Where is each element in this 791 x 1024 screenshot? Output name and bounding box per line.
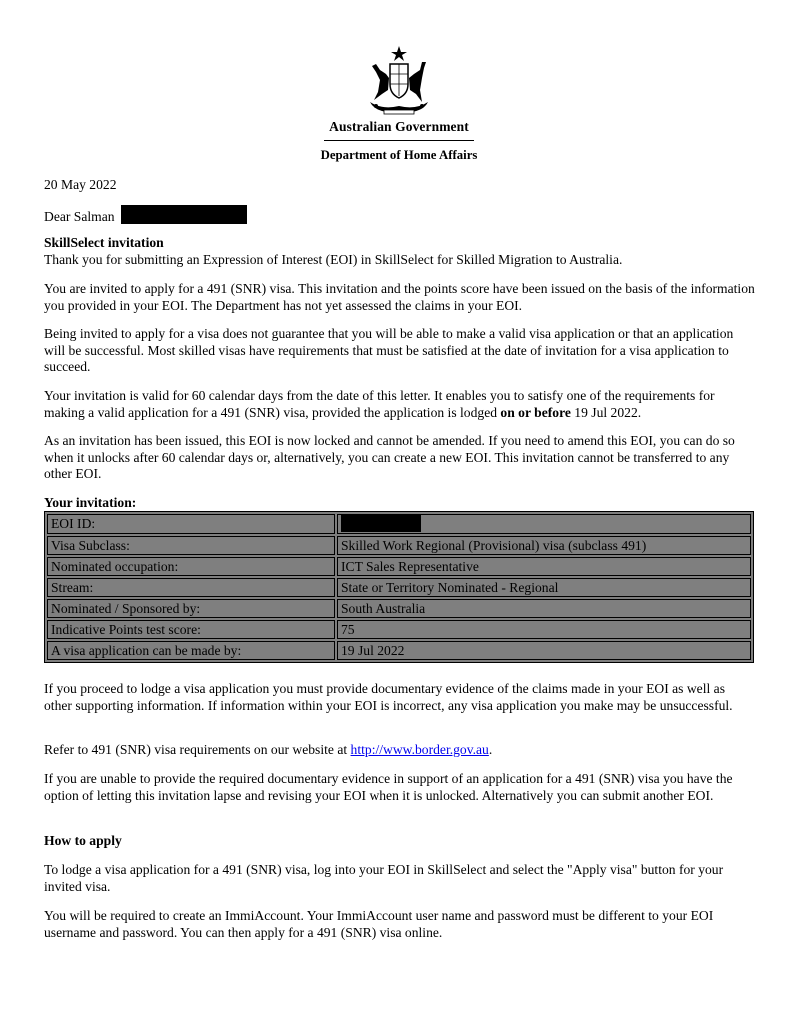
table-row bbox=[47, 641, 751, 660]
paragraph-immiaccount: You will be required to create an ImmiAccount. Your ImmiAccount user name and password must be different to your EOI username and password. You can then apply for a 491 (SNR) visa online. bbox=[44, 908, 714, 940]
table-label: A visa application can be made by: bbox=[47, 641, 335, 660]
table-value: South Australia bbox=[337, 599, 751, 618]
paragraph-lapse: If you are unable to provide the required documentary evidence in support of an application for a 491 (SNR) visa you have the option of letting this invitation lapse and revising your EOI when it is unlocked. Alternatively you can submit another EOI. bbox=[44, 771, 733, 803]
salutation bbox=[44, 205, 756, 226]
how-to-apply-heading: How to apply bbox=[44, 833, 122, 848]
table-label: EOI ID: bbox=[47, 514, 335, 534]
salutation-text: Dear Salman bbox=[44, 209, 115, 224]
table-value bbox=[337, 514, 751, 534]
paragraph-locked: As an invitation has been issued, this EOI is now locked and cannot be amended. If you need to amend this EOI, you can do so when it unlocks after 60 calendar days or, alternatively, you can create a new EOI. This invitation cannot be transferred to any other EOI. bbox=[44, 433, 735, 481]
validity-date: 19 Jul 2022. bbox=[570, 404, 642, 420]
table-row bbox=[47, 514, 751, 534]
paragraph-intro: Thank you for submitting an Expression of Interest (EOI) in SkillSelect for Skilled Migration to Australia. bbox=[44, 252, 623, 267]
table-row bbox=[47, 536, 751, 555]
border-website-link[interactable]: http://www.border.gov.au bbox=[350, 742, 489, 757]
table-label: Nominated / Sponsored by: bbox=[47, 599, 335, 618]
paragraph-validity bbox=[44, 388, 756, 421]
redacted-eoi-id bbox=[341, 515, 421, 532]
validity-text: Your invitation is valid for 60 calendar days from the date of this letter. It enables you to satisfy one of the requirements for making a valid application for a 491 (SNR) visa, provided the application is lodged bbox=[44, 388, 715, 420]
table-row bbox=[47, 578, 751, 597]
department-name: Department of Home Affairs bbox=[320, 147, 478, 162]
invitation-heading: SkillSelect invitation bbox=[44, 235, 164, 250]
paragraph-invited: You are invited to apply for a 491 (SNR) visa. This invitation and the points score have been issued on the basis of the information you provided in your EOI. The Department has not yet assessed the claims in your EOI. bbox=[44, 281, 755, 313]
paragraph-no-guarantee: Being invited to apply for a visa does not guarantee that you will be able to make a valid visa application or that an application will be successful. Most skilled visas have requirements that must be satisfied at the date of invitation for a visa application to succeed. bbox=[44, 326, 734, 374]
table-label: Indicative Points test score: bbox=[47, 620, 335, 639]
letterhead bbox=[318, 44, 480, 163]
table-label: Stream: bbox=[47, 578, 335, 597]
invitation-table bbox=[44, 511, 754, 663]
table-value: Skilled Work Regional (Provisional) visa (subclass 491) bbox=[337, 536, 751, 555]
table-value: 75 bbox=[337, 620, 751, 639]
table-row bbox=[47, 620, 751, 639]
table-value: ICT Sales Representative bbox=[337, 557, 751, 576]
table-label: Visa Subclass: bbox=[47, 536, 335, 555]
paragraph-lodge: To lodge a visa application for a 491 (SNR) visa, log into your EOI in SkillSelect and select the "Apply visa" button for your invited visa. bbox=[44, 862, 724, 894]
table-row bbox=[47, 599, 751, 618]
redacted-surname bbox=[121, 205, 247, 224]
letter-date: 20 May 2022 bbox=[44, 177, 117, 192]
header-divider bbox=[324, 140, 474, 141]
table-value: State or Territory Nominated - Regional bbox=[337, 578, 751, 597]
table-row bbox=[47, 557, 751, 576]
paragraph-evidence: If you proceed to lodge a visa application you must provide documentary evidence of the claims made in your EOI as well as other supporting information. If information within your EOI is incorrect, any visa application you make may be unsuccessful. bbox=[44, 681, 733, 713]
table-value: 19 Jul 2022 bbox=[337, 641, 751, 660]
refer-end: . bbox=[488, 742, 493, 757]
table-label: Nominated occupation: bbox=[47, 557, 335, 576]
refer-text: Refer to 491 (SNR) visa requirements on our website at bbox=[44, 742, 351, 757]
coat-of-arms-icon bbox=[362, 44, 436, 118]
government-name: Australian Government bbox=[329, 119, 469, 134]
paragraph-refer bbox=[44, 742, 756, 759]
validity-emphasis: on or before bbox=[500, 404, 571, 420]
your-invitation-heading: Your invitation: bbox=[44, 495, 137, 510]
